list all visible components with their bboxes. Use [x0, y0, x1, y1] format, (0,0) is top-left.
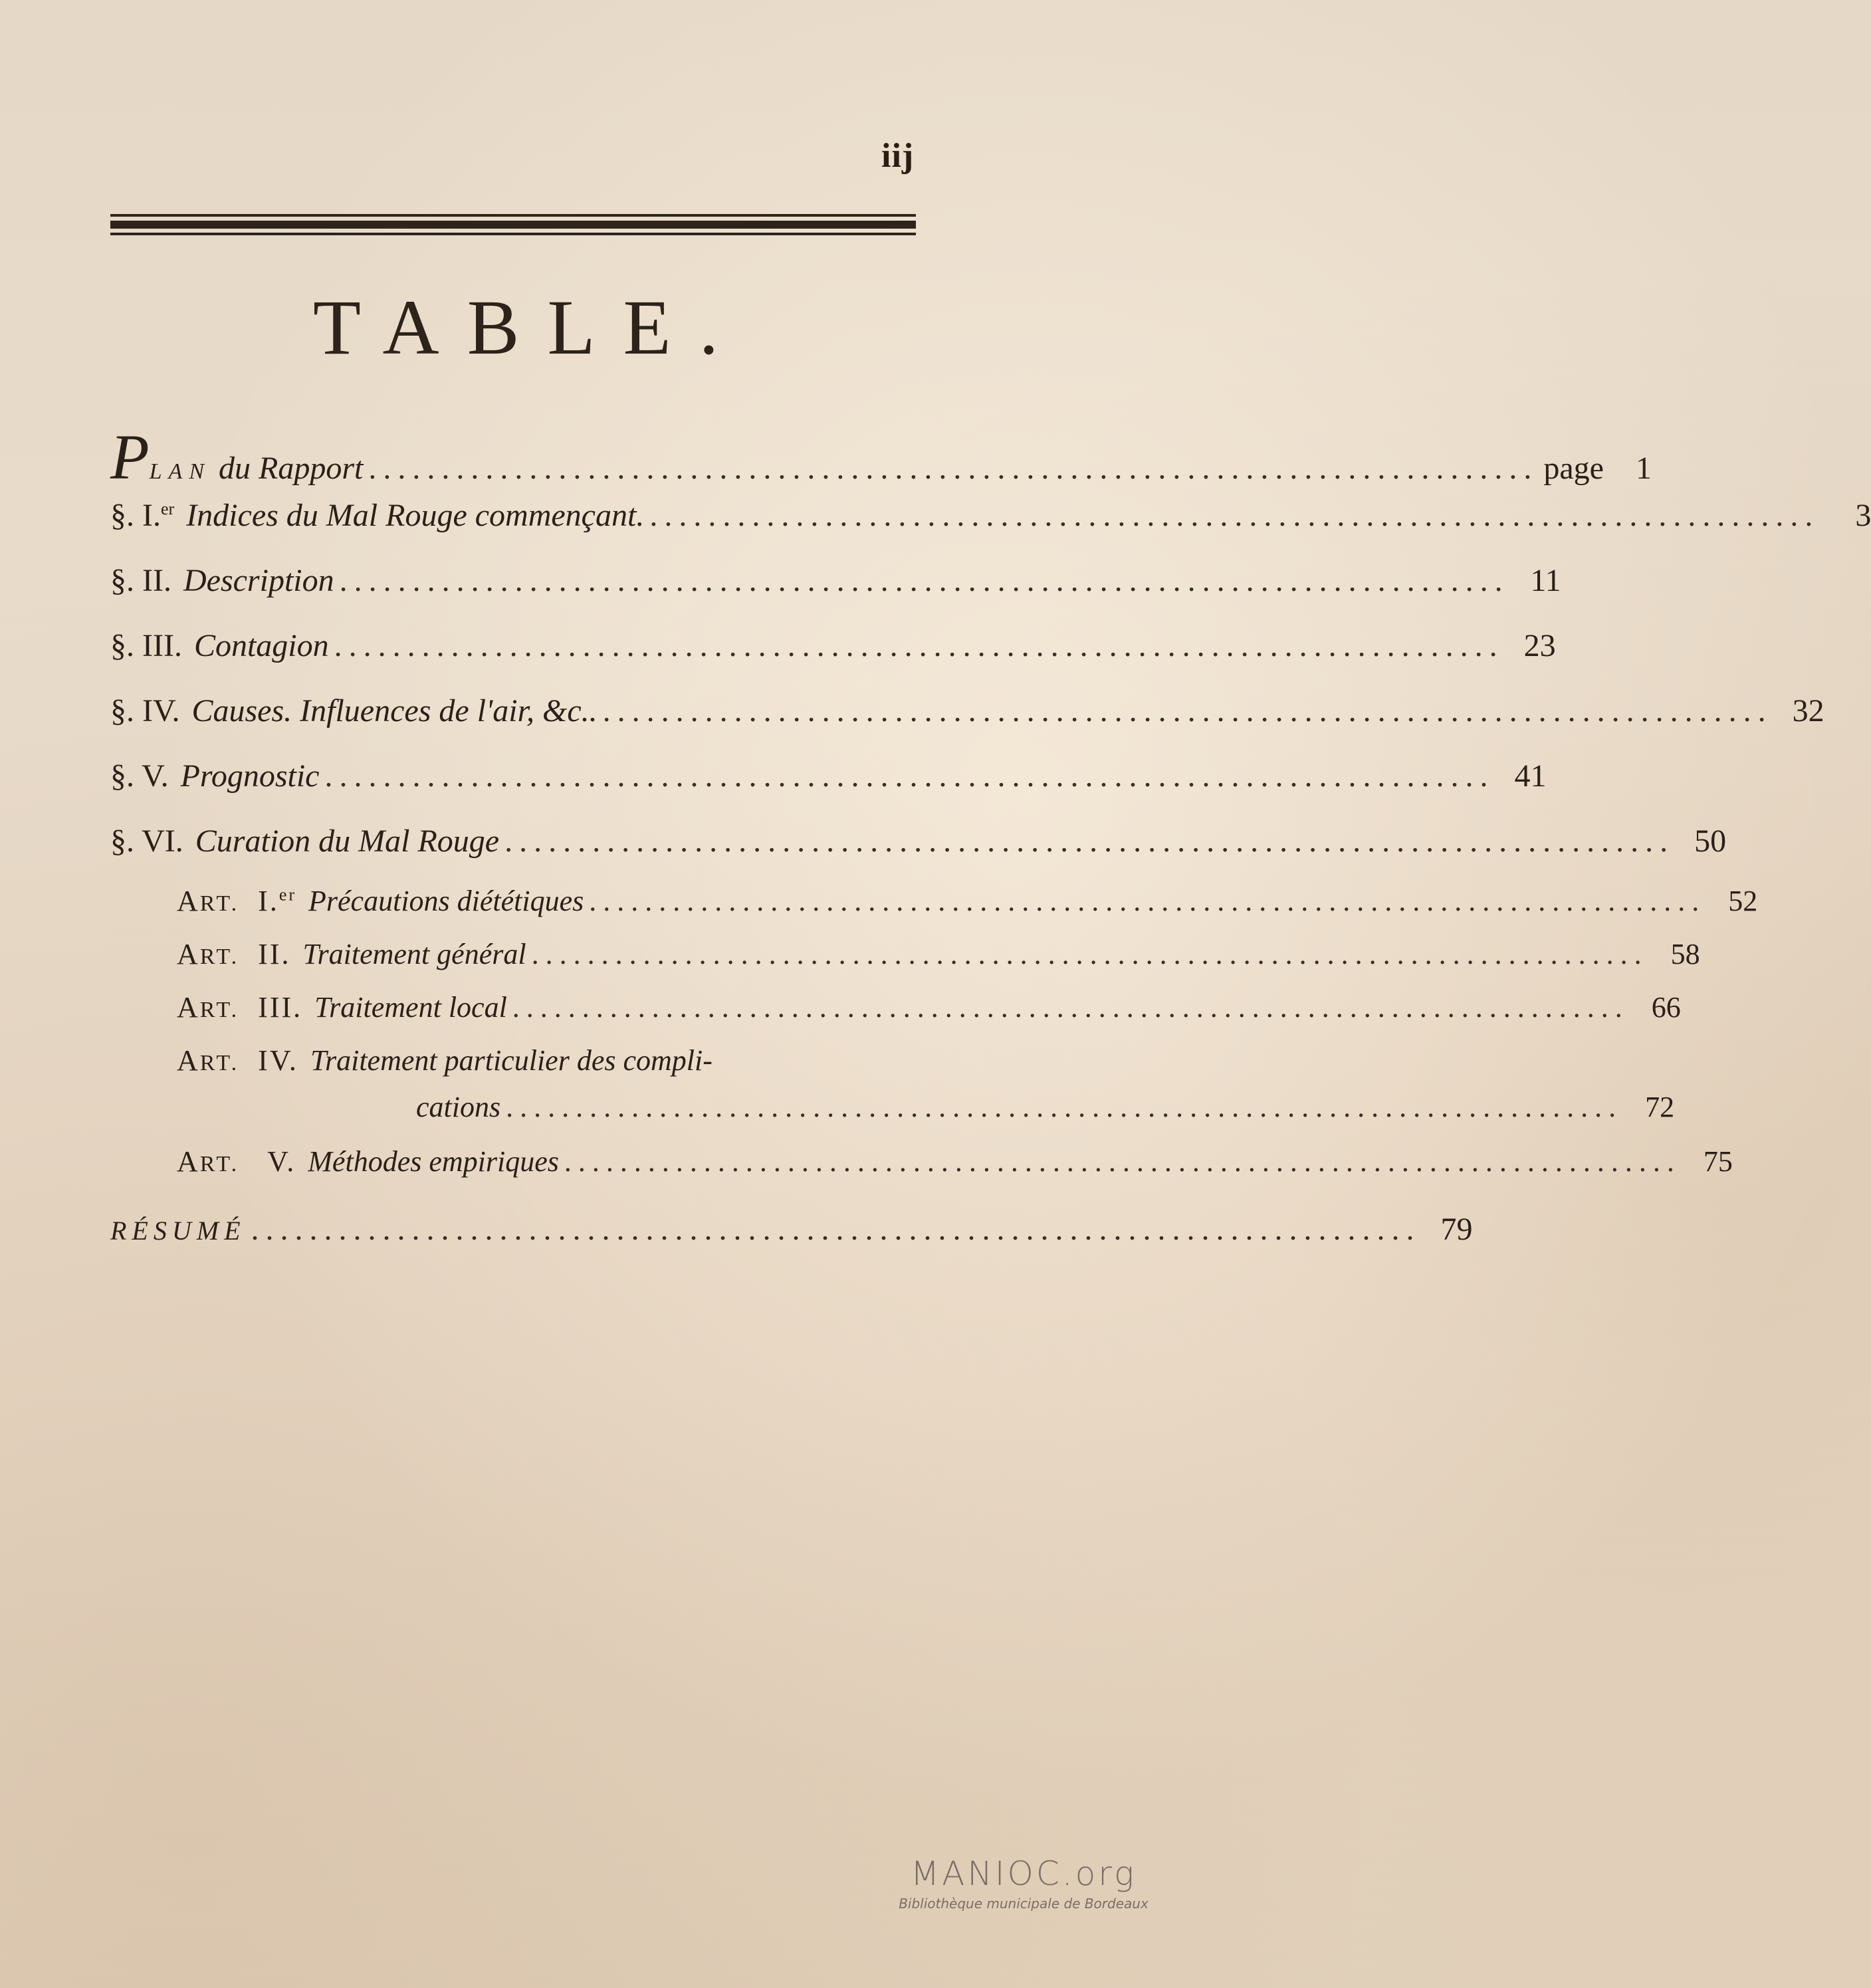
leader-dots: ................................................................................	[531, 938, 1648, 970]
page-prefix: page	[1543, 451, 1604, 486]
article-label: ART. III.	[177, 991, 303, 1024]
toc-article	[177, 1044, 917, 1077]
entry-label: §. III.	[110, 628, 182, 663]
entry-title: Description	[183, 563, 334, 598]
plan-initial: P	[110, 421, 150, 493]
article-title: Précautions diététiques	[308, 885, 584, 917]
toc-entry	[110, 562, 1561, 599]
toc-entry	[110, 627, 1556, 664]
leader-dots: ................................................................................	[649, 498, 1820, 533]
article-label: ART. V.	[177, 1145, 296, 1178]
resume-title: RÉSUMÉ	[110, 1216, 246, 1246]
leader-dots: ................................................................................	[589, 885, 1706, 917]
leader-dots: ................................................................................	[339, 563, 1509, 598]
entry-page: 11	[1530, 563, 1561, 598]
article-page: 58	[1670, 938, 1700, 970]
article-label: ART. II.	[177, 938, 291, 970]
toc-entry-resume	[110, 1211, 1473, 1248]
entry-page: 50	[1694, 824, 1727, 859]
watermark-caption: Bibliothèque municipale de Bordeaux	[899, 1896, 1149, 1912]
leader-dots: ................................................................................	[368, 451, 1539, 486]
article-label: ART. I.$^{er}$	[177, 885, 297, 917]
article-title-line1: Traitement particulier des compli-	[310, 1044, 713, 1077]
leader-dots: ................................................................................	[506, 1091, 1623, 1123]
entry-page: 23	[1523, 628, 1556, 663]
toc-entry-plan	[110, 421, 1652, 493]
toc-entry	[110, 758, 1547, 794]
leader-dots: ................................................................................	[602, 693, 1773, 728]
toc-article	[177, 937, 1700, 971]
entry-page: 32	[1792, 693, 1824, 728]
article-title-line2: cations	[416, 1091, 501, 1123]
toc-entry	[110, 693, 1824, 729]
toc-entry	[110, 823, 1727, 859]
plan-title-rest: du Rapport	[211, 451, 364, 486]
article-page: 72	[1645, 1091, 1675, 1123]
entry-title: Indices du Mal Rouge commençant.	[186, 498, 645, 533]
entry-label: §. V.	[110, 758, 169, 794]
article-page: 75	[1703, 1145, 1733, 1178]
entry-label: §. I.$^{er}$	[110, 498, 175, 533]
page-title: TABLE.	[312, 284, 747, 371]
toc-article	[177, 990, 1681, 1024]
entry-label: §. IV.	[110, 693, 180, 728]
entry-page: 3	[1855, 498, 1871, 533]
entry-label: §. VI.	[110, 824, 183, 859]
article-page: 52	[1728, 885, 1758, 917]
leader-dots: ................................................................................	[512, 991, 1629, 1024]
article-title: Méthodes empiriques	[308, 1145, 559, 1178]
entry-page: 1	[1635, 451, 1652, 486]
article-title: Traitement général	[302, 938, 526, 970]
watermark-logo: MANIOC.org	[911, 1854, 1137, 1893]
entry-page: 41	[1514, 758, 1547, 794]
toc-entry	[110, 497, 1871, 534]
article-title: Traitement local	[314, 991, 507, 1024]
leader-dots: ................................................................................	[324, 758, 1495, 794]
leader-dots: ................................................................................	[334, 628, 1504, 663]
double-rule-divider	[110, 214, 916, 237]
manioc-watermark	[884, 1854, 1163, 1912]
entry-title: Contagion	[193, 628, 329, 663]
toc-article	[177, 884, 1758, 918]
leader-dots: ................................................................................	[504, 824, 1675, 859]
toc-article-continuation	[177, 1090, 1675, 1124]
entry-title: Causes. Influences de l'air, &c..	[191, 693, 598, 728]
article-page: 66	[1651, 991, 1681, 1024]
page-number: iij	[881, 137, 915, 175]
resume-page: 79	[1440, 1212, 1473, 1247]
plan-small-caps: LAN	[149, 459, 211, 484]
entry-title: Curation du Mal Rouge	[195, 824, 500, 859]
leader-dots: ................................................................................	[564, 1145, 1681, 1178]
entry-title: Prognostic	[180, 758, 320, 794]
entry-label: §. II.	[110, 563, 171, 598]
toc-article	[177, 1145, 1733, 1178]
leader-dots: ................................................................................	[251, 1212, 1421, 1247]
article-label: ART. IV.	[177, 1044, 298, 1077]
